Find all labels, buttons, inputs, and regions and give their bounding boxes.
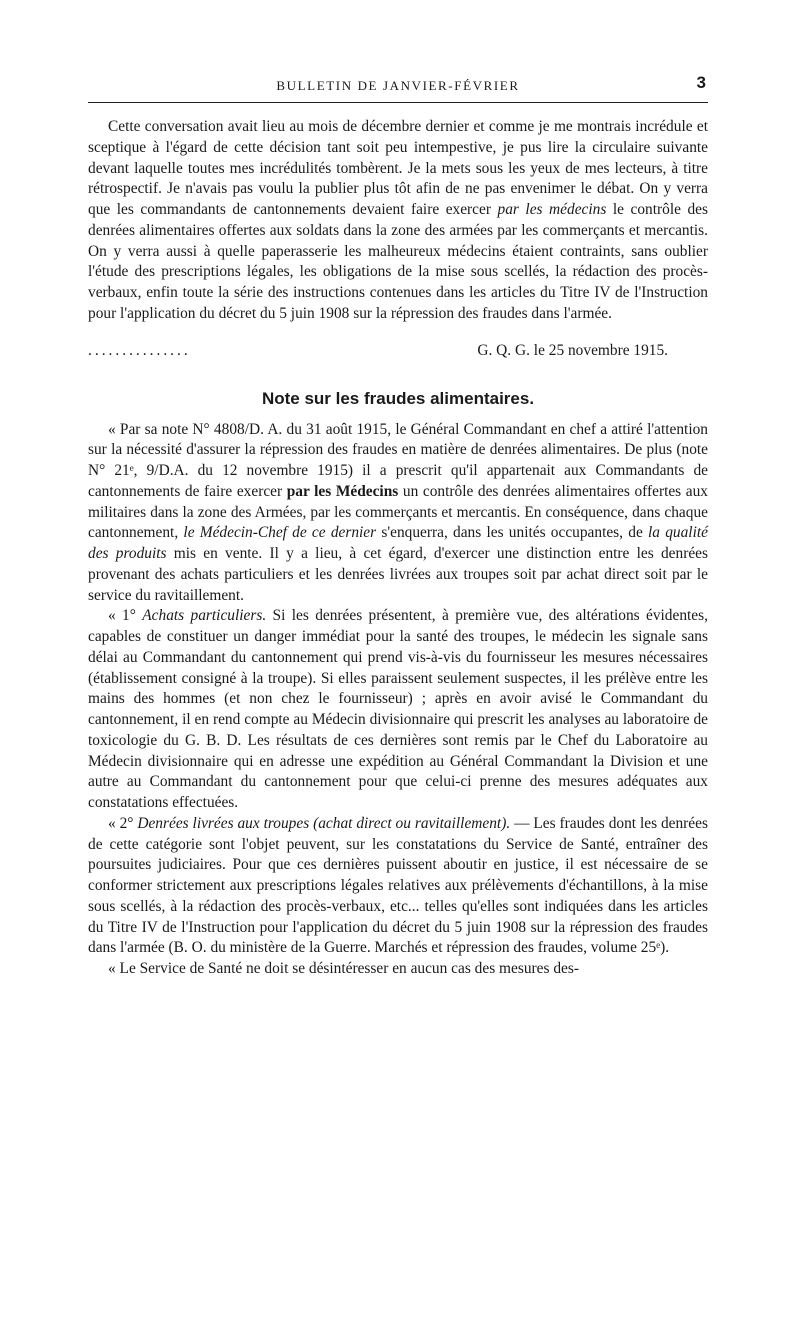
note-p1-text-d: mis en vente. Il y a lieu, à cet égard, d'exercer une distinction entre les denrées provenant des achats particuliers et les denrées livrées aux troupes soit par achat direct soit par le service du ravitaillement.	[88, 545, 708, 604]
note-p2-text: Si les denrées présentent, à première vue, des altérations évidentes, capables de constituer un danger immédiat pour la santé des troupes, le médecin les signale sans délai au Commandant du cantonnement qui prend vis-à-vis du fournisseur les mesures nécessaires (établissement consigné à la troupe). Si elles paraissent seulement suspectes, il les prélève entre les mains des hommes (et non chez le fournisseur) ; après en avoir avisé le Commandant du cantonnement, il en rend compte au Médecin divisionnaire qui prescrit les analyses au laboratoire de toxicologie du G. B. D. Les résultats de ces dernières sont remis par le Chef du Laboratoire au Médecin divisionnaire qui en adresse une expédition au Général Commandant la Division et une autre au Commandant du cantonnement pour que celui-ci prenne des mesures adéquates aux constatations effectuées.	[88, 607, 708, 811]
note-p1-bold: par les Médecins	[286, 482, 399, 500]
note-p1-text-a: « Par sa note N° 4808/D. A. du 31 août 1915, le Général Commandant en chef a attiré l'attention sur la nécessité d'assurer la répression des fraudes en matière de denrées alimentaires. De plus (note N° 21ᵉ, 9/D.A. du 12 novembre 1915) il a prescrit qu'il appartenait aux Commandants de cantonnements de faire exercer	[88, 420, 708, 500]
dateline-date: G. Q. G. le 25 novembre 1915.	[477, 341, 668, 359]
note-paragraph-4	[88, 959, 708, 980]
intro-text-after: le contrôle des denrées alimentaires offertes aux soldats dans la zone des armées par les commerçants et mercantis. On y verra aussi à quelle paperasserie les malheureux médecins étaient contraints, sans oublier l'étude des prescriptions légales, les obligations de la mise sous scellés, la rédaction des procès-verbaux, enfin toute la série des instructions contenues dans les articles du Titre IV de l'Instruction pour l'application du décret du 5 juin 1908 sur la répression des fraudes dans l'armée.	[88, 201, 708, 322]
running-header	[88, 72, 708, 103]
note-paragraph-3	[88, 814, 708, 959]
note-p1-text-c: s'enquerra, dans les unités occupantes, de	[381, 524, 643, 542]
intro-paragraph	[88, 117, 708, 325]
note-p4-text: « Le Service de Santé ne doit se désintéresser en aucun cas des mesures des-	[108, 960, 579, 977]
body-text	[88, 117, 708, 980]
dateline	[88, 341, 708, 361]
intro-text: Cette conversation avait lieu au mois de décembre dernier et comme je me montrais incrédule et sceptique à l'égard de cette décision tant soit peu intempestive, je pus lire la circulaire suivante devant laquelle toutes mes incrédulités tombèrent. Je la mets sous les yeux de mes lecteurs, à titre rétrospectif. Je n'avais pas voulu la publier plus tôt afin de ne pas envenimer le débat. On y verra que les commandants de cantonnements devaient faire exercer	[88, 118, 708, 218]
note-paragraph-1	[88, 420, 708, 607]
note-p3-heading: Denrées livrées aux troupes (achat direct ou ravitaillement).	[137, 814, 511, 832]
note-paragraph-2	[88, 606, 708, 814]
note-p2-lead: « 1°	[108, 607, 136, 625]
section-title: Note sur les fraudes alimentaires.	[261, 388, 535, 408]
elision-dots: ...............	[88, 341, 191, 359]
note-p2-heading: Achats particuliers.	[142, 607, 267, 625]
page-number: 3	[696, 73, 706, 92]
note-p3-lead: « 2°	[108, 814, 134, 832]
note-p1-italic-2: la qualité des produits	[88, 524, 708, 562]
note-p3-text: — Les fraudes dont les denrées de cette catégorie sont l'objet peuvent, sur les constatations du Service de Santé, entraîner des poursuites judiciaires. Pour que ces dernières puissent aboutir en justice, il est nécessaire de se conformer strictement aux prescriptions légales relatives aux prélèvements d'échantillons, à la mise sous scellés, à la rédaction des procès-verbaux, etc... telles qu'elles sont indiquées dans les articles du Titre IV de l'Instruction pour l'application du décret du 5 juin 1908 sur la répression des fraudes dans l'armée (B. O. du ministère de la Guerre. Marchés et répression des fraudes, volume 25ᵉ).	[88, 814, 708, 957]
running-title: BULLETIN DE JANVIER-FÉVRIER	[276, 78, 520, 93]
note-p1-text-b: un contrôle des denrées alimentaires offertes aux militaires dans la zone des Armées, par les commerçants et mercantis. En conséquence, dans chaque cantonnement,	[88, 482, 708, 542]
document-page	[88, 72, 708, 980]
note-p1-italic-1: le Médecin-Chef de ce dernier	[183, 524, 377, 542]
intro-emphasis: par les médecins	[497, 201, 607, 218]
